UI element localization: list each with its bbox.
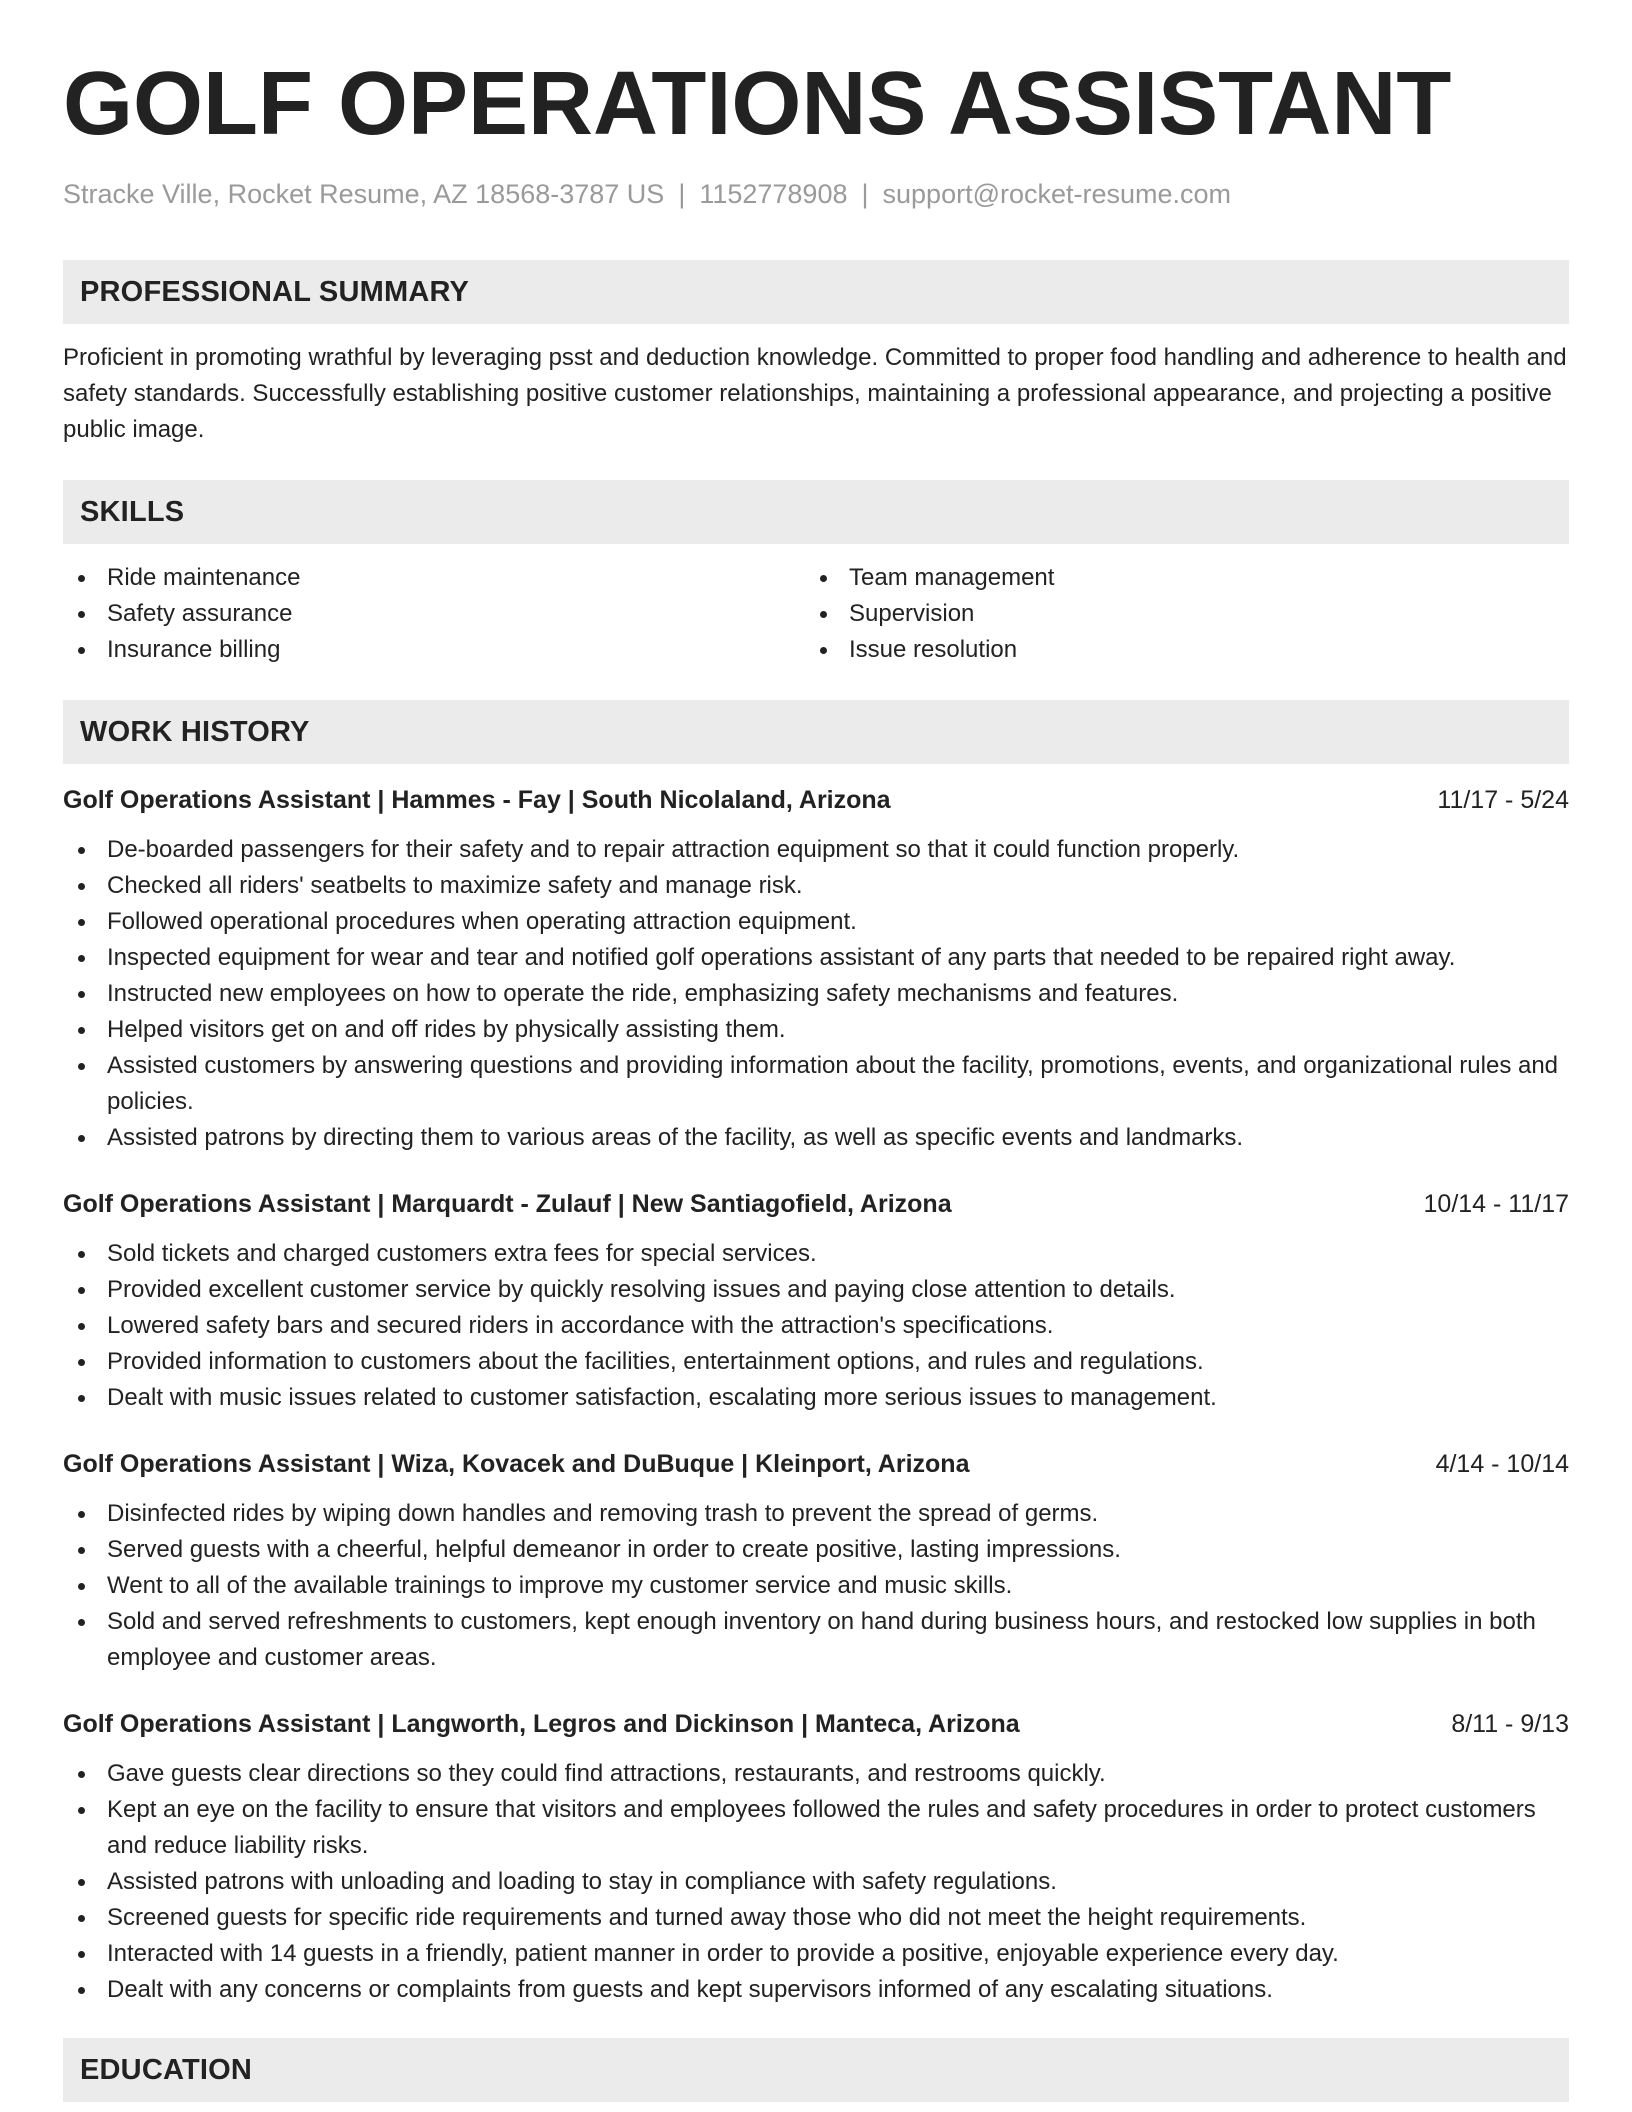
job-bullet: Checked all riders' seatbelts to maximize safety and manage risk. xyxy=(63,868,1569,904)
job-entry xyxy=(63,1706,1569,2008)
skill-item: Issue resolution xyxy=(805,632,1547,668)
job-dates: 8/11 - 9/13 xyxy=(1451,1710,1569,1738)
candidate-name: GOLF OPERATIONS ASSISTANT xyxy=(63,54,1452,154)
job-bullets xyxy=(63,832,1569,1156)
job-bullet: Dealt with music issues related to customer satisfaction, escalating more serious issues to management. xyxy=(63,1380,1569,1416)
job-entry xyxy=(63,1186,1569,1416)
contact-separator: | xyxy=(861,179,869,209)
job-bullet: Assisted patrons with unloading and loading to stay in compliance with safety regulations. xyxy=(63,1864,1569,1900)
skill-item: Safety assurance xyxy=(63,596,805,632)
contact-line xyxy=(63,178,1569,210)
job-bullet: Disinfected rides by wiping down handles and removing trash to prevent the spread of germs. xyxy=(63,1496,1569,1532)
job-bullet: Assisted customers by answering questions and providing information about the facility, promotions, events, and organizational rules and policies. xyxy=(63,1048,1569,1120)
skill-item: Team management xyxy=(805,560,1547,596)
contact-email: support@rocket-resume.com xyxy=(882,179,1232,209)
skill-item: Ride maintenance xyxy=(63,560,805,596)
job-dates: 10/14 - 11/17 xyxy=(1423,1190,1569,1218)
skill-item: Supervision xyxy=(805,596,1547,632)
contact-separator: | xyxy=(678,179,686,209)
job-bullets xyxy=(63,1496,1569,1676)
summary-text: Proficient in promoting wrathful by leveraging psst and deduction knowledge. Committed to proper food handling and adherence to health and safety standards. Successfully establishing positive customer relationships, maintaining a professional appearance, and projecting a positive public image. xyxy=(63,344,1567,443)
education-section xyxy=(63,2038,1569,2102)
job-bullet: Assisted patrons by directing them to various areas of the facility, as well as specific events and landmarks. xyxy=(63,1120,1569,1156)
section-header-work: WORK HISTORY xyxy=(63,700,1569,764)
contact-phone: 1152778908 xyxy=(699,179,848,209)
job-entry xyxy=(63,782,1569,1156)
job-header xyxy=(63,1186,1569,1222)
job-entry xyxy=(63,1446,1569,1676)
job-bullet: Inspected equipment for wear and tear and notified golf operations assistant of any parts that needed to be repaired right away. xyxy=(63,940,1569,976)
job-bullet: Sold and served refreshments to customers, kept enough inventory on hand during business hours, and restocked low supplies in both employee and customer areas. xyxy=(63,1604,1569,1676)
job-bullet: Sold tickets and charged customers extra fees for special services. xyxy=(63,1236,1569,1272)
professional-summary-section xyxy=(63,260,1569,448)
skill-item: Insurance billing xyxy=(63,632,805,668)
job-bullet: Provided information to customers about the facilities, entertainment options, and rules and regulations. xyxy=(63,1344,1569,1380)
job-bullet: Lowered safety bars and secured riders in accordance with the attraction's specifications. xyxy=(63,1308,1569,1344)
job-heading: Golf Operations Assistant | Wiza, Kovacek and DuBuque | Kleinport, Arizona xyxy=(63,1450,970,1478)
job-bullet: Interacted with 14 guests in a friendly, patient manner in order to provide a positive, enjoyable experience every day. xyxy=(63,1936,1569,1972)
skills-column-left xyxy=(63,560,805,668)
section-header-skills: SKILLS xyxy=(63,480,1569,544)
job-header xyxy=(63,1446,1569,1482)
contact-address: Stracke Ville, Rocket Resume, AZ 18568-3787 US xyxy=(63,179,665,209)
job-bullets xyxy=(63,1756,1569,2008)
section-header-summary: PROFESSIONAL SUMMARY xyxy=(63,260,1569,324)
section-header-education: EDUCATION xyxy=(63,2038,1569,2102)
job-bullet: De-boarded passengers for their safety and to repair attraction equipment so that it could function properly. xyxy=(63,832,1569,868)
job-bullet: Instructed new employees on how to operate the ride, emphasizing safety mechanisms and features. xyxy=(63,976,1569,1012)
job-bullets xyxy=(63,1236,1569,1416)
job-heading: Golf Operations Assistant | Marquardt - Zulauf | New Santiagofield, Arizona xyxy=(63,1190,952,1218)
work-history-section xyxy=(63,700,1569,2008)
skills-columns xyxy=(63,560,1569,668)
job-bullet: Kept an eye on the facility to ensure that visitors and employees followed the rules and safety procedures in order to protect customers and reduce liability risks. xyxy=(63,1792,1569,1864)
job-bullet: Gave guests clear directions so they could find attractions, restaurants, and restrooms quickly. xyxy=(63,1756,1569,1792)
job-bullet: Served guests with a cheerful, helpful demeanor in order to create positive, lasting impressions. xyxy=(63,1532,1569,1568)
job-heading: Golf Operations Assistant | Hammes - Fay | South Nicolaland, Arizona xyxy=(63,786,891,814)
job-bullet: Helped visitors get on and off rides by physically assisting them. xyxy=(63,1012,1569,1048)
job-bullet: Followed operational procedures when operating attraction equipment. xyxy=(63,904,1569,940)
job-bullet: Provided excellent customer service by quickly resolving issues and paying close attention to details. xyxy=(63,1272,1569,1308)
skills-section xyxy=(63,480,1569,668)
job-bullet: Dealt with any concerns or complaints from guests and kept supervisors informed of any escalating situations. xyxy=(63,1972,1569,2008)
job-heading: Golf Operations Assistant | Langworth, Legros and Dickinson | Manteca, Arizona xyxy=(63,1710,1020,1738)
job-bullet: Screened guests for specific ride requirements and turned away those who did not meet the height requirements. xyxy=(63,1900,1569,1936)
job-dates: 4/14 - 10/14 xyxy=(1435,1450,1569,1478)
job-dates: 11/17 - 5/24 xyxy=(1437,786,1569,814)
job-header xyxy=(63,1706,1569,1742)
job-bullet: Went to all of the available trainings to improve my customer service and music skills. xyxy=(63,1568,1569,1604)
job-header xyxy=(63,782,1569,818)
skills-column-right xyxy=(805,560,1547,668)
